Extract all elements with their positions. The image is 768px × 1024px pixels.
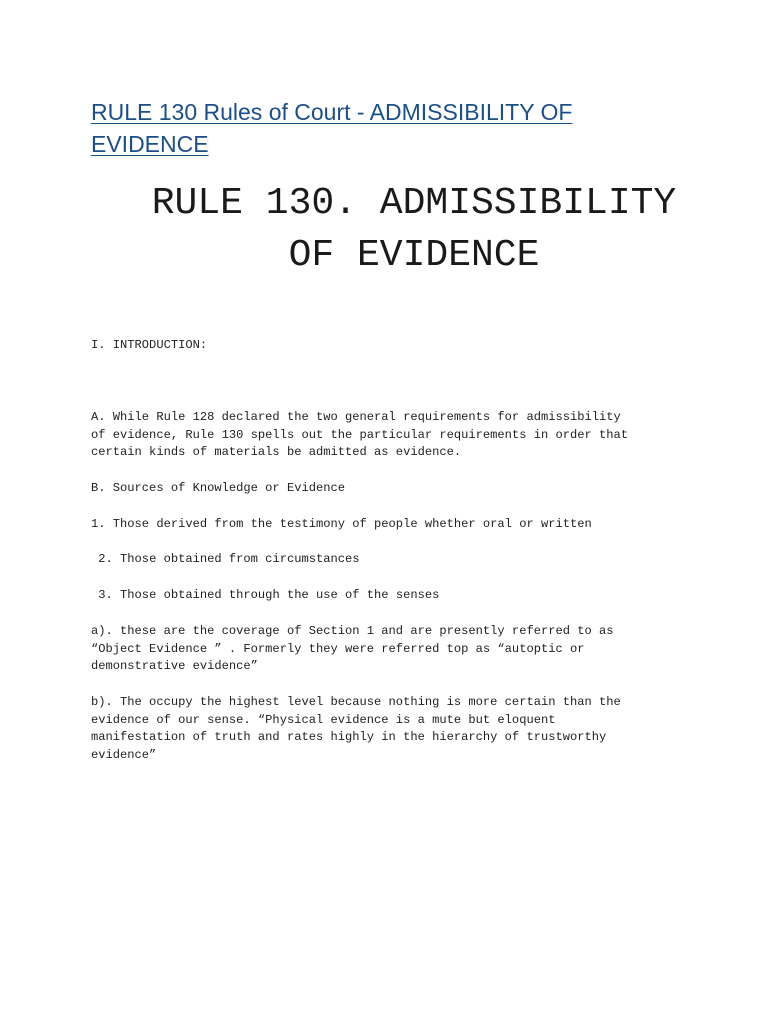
list-item-3: 3. Those obtained through the use of the senses — [91, 588, 440, 602]
paragraph-a: A. While Rule 128 declared the two general requirements for admissibility of evidence, Rule 130 spells out the particular requirements in order that certain kinds of materials be admitted as evidence. — [91, 410, 629, 460]
list-item-1: 1. Those derived from the testimony of people whether oral or written — [91, 517, 592, 531]
link-line-1[interactable]: RULE 130 Rules of Court - ADMISSIBILITY OF — [91, 99, 573, 125]
paragraph-b: B. Sources of Knowledge or Evidence — [91, 481, 346, 495]
sub-paragraph-b: b). The occupy the highest level because nothing is more certain than the evidence of our sense. “Physical evidence is a mute but eloquent manifestation of truth and rates highly in the hierarchy of trustworthy evidence” — [91, 695, 621, 762]
heading-line-2: OF EVIDENCE — [288, 234, 540, 277]
document-title-link[interactable] — [91, 96, 651, 160]
section-introduction: I. INTRODUCTION: — [91, 338, 208, 352]
heading-line-1: RULE 130. ADMISSIBILITY — [151, 182, 677, 225]
sub-paragraph-a: a). these are the coverage of Section 1 and are presently referred to as “Object Evidence ” . Formerly they were referred top as “autoptic or demonstrative evidence” — [91, 624, 614, 674]
link-line-2[interactable]: EVIDENCE — [91, 131, 209, 157]
list-item-2: 2. Those obtained from circumstances — [91, 552, 360, 566]
document-heading — [60, 178, 768, 282]
